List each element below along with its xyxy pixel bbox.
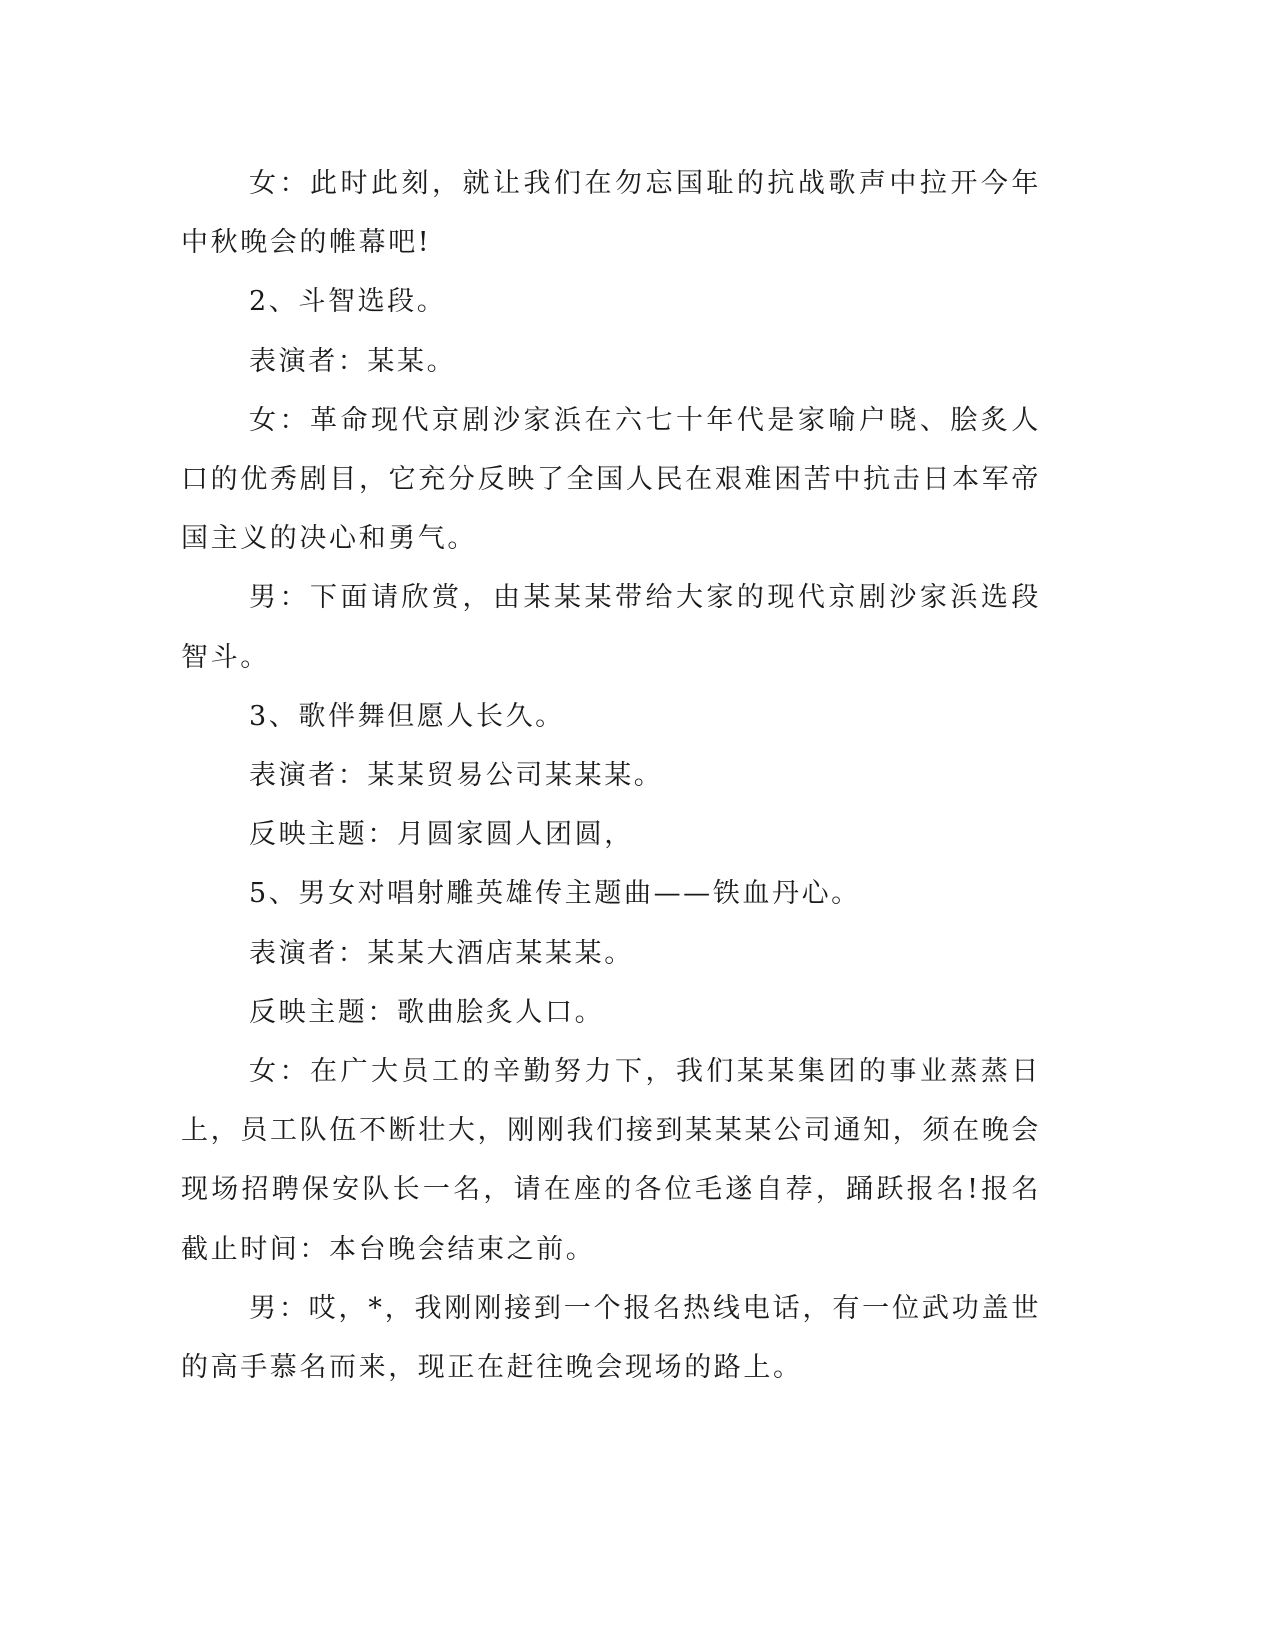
paragraph: 女：此时此刻，就让我们在勿忘国耻的抗战歌声中拉开今年中秋晚会的帷幕吧! (181, 168, 1041, 259)
document-body (181, 154, 1041, 1397)
paragraph: 表演者：某某大酒店某某某。 (249, 937, 634, 969)
paragraph: 反映主题：歌曲脍炙人口。 (249, 996, 605, 1028)
paragraph: 男：下面请欣赏，由某某某带给大家的现代京剧沙家浜选段智斗。 (181, 582, 1041, 673)
paragraph: 男：哎，*，我刚刚接到一个报名热线电话，有一位武功盖世的高手慕名而来，现正在赶往晚会现场的路上。 (181, 1292, 1041, 1384)
paragraph: 女：在广大员工的辛勤努力下，我们某某集团的事业蒸蒸日上，员工队伍不断壮大，刚刚我们接到某某某公司通知，须在晚会现场招聘保安队长一名，请在座的各位毛遂自荐，踊跃报名!报名截止时间：本台晚会结束之前。 (181, 1056, 1041, 1265)
paragraph: 表演者：某某贸易公司某某某。 (249, 760, 664, 792)
paragraph: 表演者：某某。 (249, 345, 457, 377)
paragraph: 女：革命现代京剧沙家浜在六七十年代是家喻户晓、脍炙人口的优秀剧目，它充分反映了全国人民在艰难困苦中抗击日本军帝国主义的决心和勇气。 (181, 404, 1041, 555)
paragraph: 3、歌伴舞但愿人长久。 (249, 700, 565, 732)
paragraph: 5、男女对唱射雕英雄传主题曲——铁血丹心。 (249, 878, 861, 910)
paragraph: 2、斗智选段。 (249, 286, 447, 318)
paragraph: 反映主题：月圆家圆人团圆， (249, 819, 634, 851)
